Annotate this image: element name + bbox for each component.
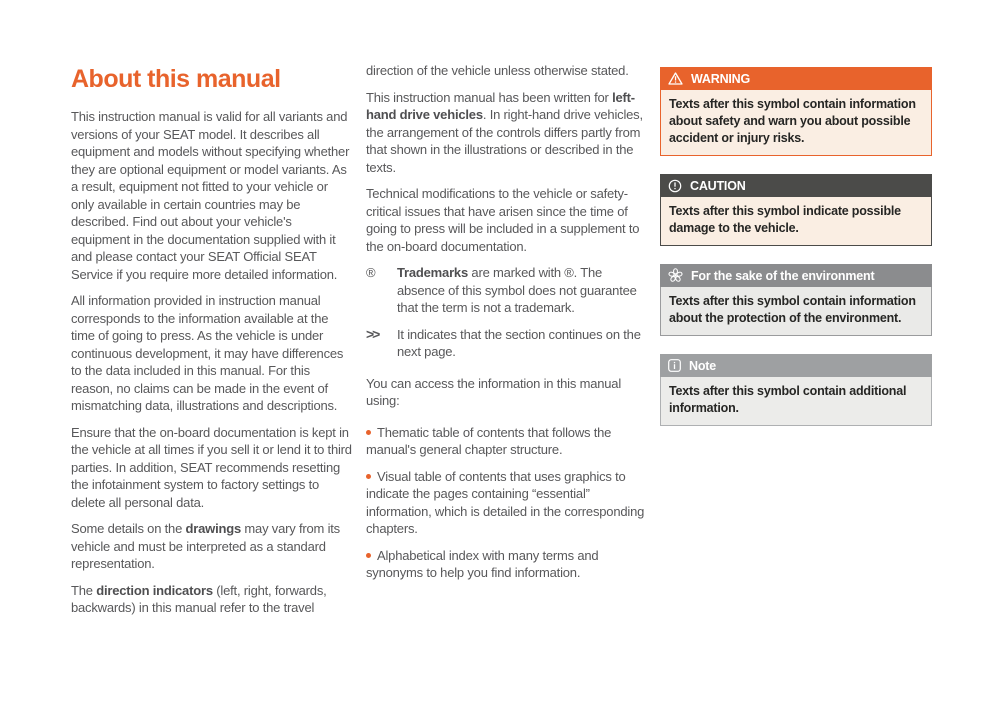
environment-box-header [660,264,932,287]
environment-box-title: For the sake of the environment [691,268,875,283]
warning-box-header [660,67,932,90]
middle-column [366,62,647,591]
caution-box-header [660,174,932,197]
list-item-text: Thematic table of contents that follows the manual's general chapter structure. [366,424,612,457]
text-segment: This instruction manual has been written for [366,89,613,105]
warning-box [660,67,932,156]
flower-icon [668,268,683,283]
bold-term-direction-indicators: direction indicators [96,582,213,598]
info-square-icon [668,359,681,372]
caution-box-text: Texts after this symbol indicate possible damage to the vehicle. [660,197,932,246]
continuation-legend-item [366,326,647,361]
access-intro: You can access the information in this manual using: [366,375,622,408]
paragraph-left-hand-drive [366,89,647,177]
left-column [71,64,353,626]
text-segment: are marked with ®. The absence of this symbol does not guarantee that the term is not a trademark. [397,265,637,315]
registered-trademark-icon: ® [366,265,376,280]
bold-term-left-hand-drive: left-hand drive vehicles [366,89,635,122]
paragraph-drawings [71,520,353,573]
right-column [660,67,932,444]
paragraph-onboard-docs: Ensure that the on-board documentation is kept in the vehicle at all times if you sell it or lend it to third parties. In addition, SEAT recommends resetting the infotainment system to factory settings to delete all personal data. [71,424,352,510]
environment-box [660,264,932,336]
paragraph-direction-indicators [71,582,353,617]
warning-box-title: WARNING [691,71,751,86]
list-item-alphabetical-index [366,547,647,582]
bullet-dot-icon [366,474,371,479]
trademark-legend-text [397,264,647,317]
note-box-title: Note [689,358,716,373]
text-segment: . In right-hand drive vehicles, the arrangement of the controls differs partly from that shown in the illustrations or described in the texts. [366,107,643,175]
warning-box-text: Texts after this symbol contain information about safety and warn you about possible accident or injury risks. [660,90,932,156]
bold-term-trademarks: Trademarks [397,265,468,280]
trademark-legend-item [366,264,647,317]
paragraph-validity: This instruction manual is valid for all variants and versions of your SEAT model. It describes all equipment and models without specifying whether they are optional equipment or model variants. As a result, equipment not fitted to your vehicle or only available in certain countries may be described. Find out about your vehicle's equipment in the documentation supplied with it and please contact your SEAT Official SEAT Service if you require more detailed information. [71,109,350,282]
double-chevron-icon: >> [366,325,379,342]
continuation-legend-text: It indicates that the section continues on the next page. [397,326,641,359]
text-segment: (left, right, forwards, backwards) in this manual refer to the travel [71,582,327,615]
text-segment: The [71,582,97,598]
note-box [660,354,932,426]
exclamation-circle-icon [668,179,682,193]
paragraph-direction-continued: direction of the vehicle unless otherwise stated. [366,63,629,78]
list-item-thematic-toc [366,424,647,459]
caution-box [660,174,932,246]
bullet-dot-icon [366,553,371,558]
text-segment: Some details on the [71,521,186,536]
list-item-text: Alphabetical index with many terms and synonyms to help you find information. [366,547,599,580]
note-box-text: Texts after this symbol contain additional information. [660,377,932,426]
warning-triangle-icon [668,72,683,85]
bold-term-drawings: drawings [185,521,241,536]
note-box-header [660,354,932,377]
caution-box-title: CAUTION [690,178,746,193]
text-segment: may vary from its vehicle and must be interpreted as a standard representation. [71,521,340,571]
paragraph-technical-modifications: Technical modifications to the vehicle or safety-critical issues that have arisen since the time of going to press will be included in a supplement to the on-board documentation. [366,186,640,254]
environment-box-text: Texts after this symbol contain information about the protection of the environment. [660,287,932,336]
list-item-visual-toc [366,468,647,538]
bullet-dot-icon [366,430,371,435]
paragraph-information: All information provided in instruction manual corresponds to the information available at the time of going to press. As the vehicle is under continuous development, it may have differences to the data included in this manual. For this reason, no claims can be made in the event of mismatching data, illustrations and descriptions. [71,293,344,413]
access-methods-list [366,424,647,582]
list-item-text: Visual table of contents that uses graphics to indicate the pages containing “essential” information, which is detailed in the corresponding chapters. [366,468,645,536]
page-title: About this manual [71,65,281,93]
